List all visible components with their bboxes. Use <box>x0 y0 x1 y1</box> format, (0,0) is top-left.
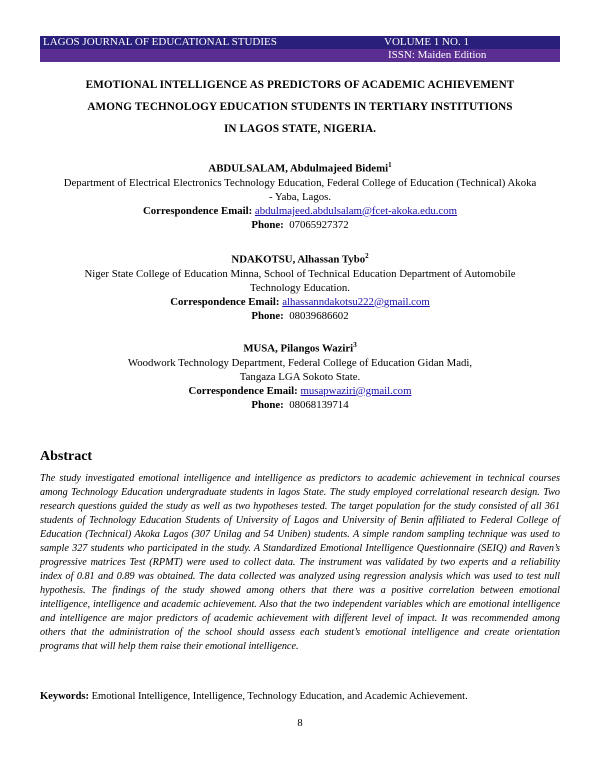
phone-value: 08068139714 <box>289 398 349 411</box>
title-line: EMOTIONAL INTELLIGENCE AS PREDICTORS OF ACADEMIC ACHIEVEMENT <box>85 79 515 91</box>
keywords <box>40 690 560 704</box>
journal-banner <box>40 36 560 62</box>
phone-label: Phone: <box>251 309 284 322</box>
phone-label: Phone: <box>251 218 284 231</box>
email-label: Correspondence Email: <box>142 204 253 217</box>
email-link[interactable]: musapwaziri@gmail.com <box>300 384 412 397</box>
paper-title <box>40 74 560 140</box>
email-row <box>40 295 560 309</box>
affiliation-line: Woodwork Technology Department, Federal College of Education Gidan Madi, <box>127 356 473 369</box>
email-label: Correspondence Email: <box>188 384 298 397</box>
author-name: NDAKOTSU, Alhassan Tybo$^2$ <box>231 252 369 266</box>
phone-value: 07065927372 <box>289 218 349 231</box>
keywords-label: Keywords: <box>40 691 89 702</box>
abstract-heading: Abstract <box>40 449 93 464</box>
author-block-2 <box>40 249 560 323</box>
affiliation-line: Tangaza LGA Sokoto State. <box>239 370 361 383</box>
affiliation-line: - Yaba, Lagos. <box>268 190 332 203</box>
title-line: AMONG TECHNOLOGY EDUCATION STUDENTS IN TERTIARY INSTITUTIONS <box>87 101 513 113</box>
phone-row <box>40 218 560 232</box>
volume-label: VOLUME 1 NO. 1 <box>384 36 469 48</box>
author-name: MUSA, Pilangos Waziri$^3$ <box>243 341 357 355</box>
title-line: IN LAGOS STATE, NIGERIA. <box>223 123 377 135</box>
affiliation-line: Niger State College of Education Minna, School of Technical Education Department of Automobile <box>84 267 516 280</box>
phone-value: 08039686602 <box>289 309 349 322</box>
email-link[interactable]: abdulmajeed.abdulsalam@fcet-akoka.edu.com <box>254 204 458 217</box>
author-name: ABDULSALAM, Abdulmajeed Bidemi$^1$ <box>208 161 392 175</box>
phone-label: Phone: <box>251 398 284 411</box>
keywords-text: Emotional Intelligence, Intelligence, Technology Education, and Academic Achievement. <box>91 691 468 702</box>
author-block-1 <box>40 158 560 232</box>
email-label: Correspondence Email: <box>170 295 280 308</box>
affiliation-line: Department of Electrical Electronics Technology Education, Federal College of Education (Technical) Akoka <box>63 176 537 189</box>
affiliation-line: Technology Education. <box>250 281 350 294</box>
email-row <box>40 384 560 398</box>
page-number: 8 <box>297 718 303 729</box>
journal-name: LAGOS JOURNAL OF EDUCATIONAL STUDIES <box>43 36 277 48</box>
email-link[interactable]: alhassanndakotsu222@gmail.com <box>282 295 430 308</box>
author-block-3 <box>40 338 560 412</box>
phone-row <box>40 398 560 412</box>
abstract-body: The study investigated emotional intelligence and intelligence as predictors to academic achievement in technical courses among Technology Education undergraduate students in lagos State. The study employed correlational research design. Two research questions guided the study as well as two hypotheses tested. The target population for the study consisted of all 361 students of Technology Education Students of University of Lagos and University of Benin affiliated to Federal College of Education (Technical) Akoka Lagos (307 Unilag and 54 Uniben) students. A simple random sampling technique was used to sample 327 students who participated in the study. A Standardized Emotional Intelligence Questionnaire (SEIQ) and Raven’s progressive matrices Test (RPMT) were used to collect data. The instrument was validated by two experts and a reliability index of 0.81 and 0.89 was obtained. The data collected was analyzed using regression analysis which was used to test null hypothesis. The findings of the study showed among others that there was a positive correlation between emotional intelligence, intelligence and academic achievement. Also that the two independent variables which are emotional intelligence and intelligence are major predictors of academic achievement with different level of impact. It was recommended among others that the administration of the school should assess each student’s emotional intelligence and create orientation programs that will help them raise their emotional intelligence. <box>40 473 560 652</box>
issn-label: ISSN: Maiden Edition <box>388 49 487 61</box>
phone-row <box>40 309 560 323</box>
banner-row-bottom <box>40 49 560 62</box>
banner-row-top <box>40 36 560 49</box>
email-row <box>40 204 560 218</box>
